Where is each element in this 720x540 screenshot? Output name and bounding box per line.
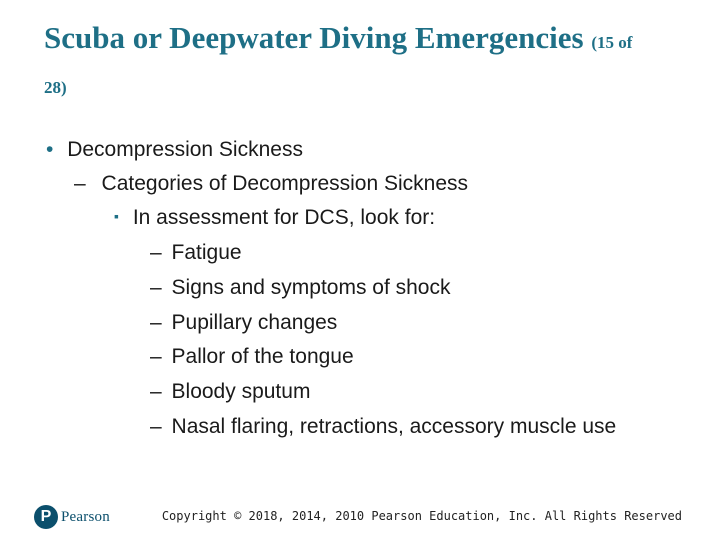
finding-text: Nasal flaring, retractions, accessory muscle use xyxy=(171,415,617,438)
bullet-dash: – xyxy=(150,276,162,299)
bullet-dash: – xyxy=(150,345,162,368)
bullet-dash: – xyxy=(150,380,162,403)
topic-text: Decompression Sickness xyxy=(67,138,303,161)
bullet-level2 xyxy=(74,172,468,196)
finding-item xyxy=(150,345,354,369)
slide-title xyxy=(44,18,644,108)
finding-text: Bloody sputum xyxy=(171,380,311,403)
finding-item xyxy=(150,311,337,335)
finding-item xyxy=(150,241,242,265)
pearson-logo-text: Pearson xyxy=(61,508,110,525)
bullet-dot: • xyxy=(46,138,54,161)
pearson-logo-icon: P xyxy=(34,505,58,529)
bullet-dash: – xyxy=(74,172,86,195)
finding-item xyxy=(150,415,616,439)
copyright-notice: Copyright © 2018, 2014, 2010 Pearson Education, Inc. All Rights Reserved xyxy=(161,509,682,523)
assessment-heading: In assessment for DCS, look for: xyxy=(132,206,436,229)
bullet-dash: – xyxy=(150,241,162,264)
finding-item xyxy=(150,276,451,300)
title-main: Scuba or Deepwater Diving Emergencies xyxy=(44,20,584,55)
bullet-level1 xyxy=(46,138,303,162)
finding-text: Fatigue xyxy=(171,241,242,264)
bullet-dash: – xyxy=(150,415,162,438)
finding-text: Pupillary changes xyxy=(171,311,338,334)
finding-text: Pallor of the tongue xyxy=(171,345,354,368)
finding-text: Signs and symptoms of shock xyxy=(171,276,451,299)
finding-item xyxy=(150,380,310,404)
pearson-logo xyxy=(34,504,110,530)
title-sub: (15 of 28) xyxy=(44,33,633,97)
bullet-dash: – xyxy=(150,311,162,334)
bullet-square: ▪ xyxy=(114,208,119,224)
subtopic-text: Categories of Decompression Sickness xyxy=(101,172,469,195)
bullet-level3 xyxy=(114,206,435,231)
